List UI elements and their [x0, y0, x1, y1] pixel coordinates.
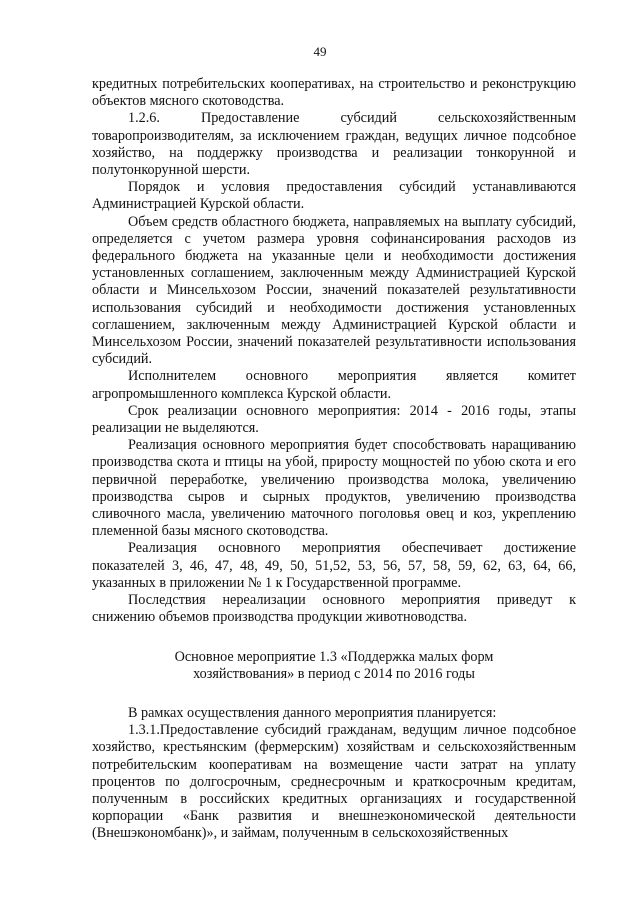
paragraph: 1.3.1.Предоставление субсидий гражданам, ведущим личное подсобное хозяйство, крестьянским (фермерским) хозяйствам и сельскохозяйственным потребительским кооперативам на возмещение части затрат на уплату процентов по долгосрочным, среднесрочным и краткосрочным кредитам, полученным в российских кредитных организациях и государственной корпорации «Банк развития и внешнеэкономической деятельности (Внешэкономбанк)», и займам, полученным в сельскохозяйственных	[92, 722, 576, 842]
section-heading-line-1: Основное мероприятие 1.3 «Поддержка малых форм	[174, 648, 494, 665]
section-heading-line-2: хозяйствования» в период с 2014 по 2016 годы	[193, 665, 475, 682]
paragraph: Срок реализации основного мероприятия: 2014 - 2016 годы, этапы реализации не выделяются.	[92, 402, 576, 437]
body-text-bottom	[92, 705, 576, 843]
paragraph: Реализация основного мероприятия обеспечивает достижение показателей 3, 46, 47, 48, 49, 50, 51,52, 53, 56, 57, 58, 59, 62, 63, 64, 66, указанных в приложении № 1 к Государственной программе.	[92, 540, 576, 591]
paragraph: Реализация основного мероприятия будет способствовать наращиванию производства скота и птицы на убой, приросту мощностей по убою скота и его первичной переработке, увеличению производства молока, увеличению производства сыров и сырных продуктов, увеличению производства сливочного масла, увеличению маточного поголовья овец и коз, укреплению племенной базы мясного скотоводства.	[92, 437, 576, 540]
paragraph: Объем средств областного бюджета, направляемых на выплату субсидий, определяется с учетом размера уровня софинансирования расходов из федерального бюджета на указанные цели и необходимости достижения установленных соглашением, заключенным между Администрацией Курской области и Минсельхозом России, значений показателей результативности использования субсидий и необходимости достижения установленных соглашением, заключенным между Администрацией Курской области и Минсельхозом России, значений показателей результативности использования субсидий.	[92, 213, 576, 368]
paragraph: кредитных потребительских кооперативах, на строительство и реконструкцию объектов мясного скотоводства.	[92, 76, 576, 110]
page-content	[92, 76, 576, 843]
paragraph: Порядок и условия предоставления субсидий устанавливаются Администрацией Курской области.	[92, 179, 576, 213]
paragraph: Исполнителем основного мероприятия является комитет агропромышленного комплекса Курской области.	[92, 368, 576, 402]
paragraph: Последствия нереализации основного мероприятия приведут к снижению объемов производства продукции животноводства.	[92, 592, 576, 626]
section-heading	[92, 649, 576, 683]
page-number: 49	[313, 44, 327, 59]
body-text-top	[92, 76, 576, 627]
paragraph: В рамках осуществления данного мероприятия планируется:	[128, 704, 497, 721]
paragraph: 1.2.6. Предоставление субсидий сельскохозяйственным товаропроизводителям, за исключением граждан, ведущих личное подсобное хозяйство, на поддержку производства и реализации тонкорунной и полутонкорунной шерсти.	[92, 110, 576, 179]
